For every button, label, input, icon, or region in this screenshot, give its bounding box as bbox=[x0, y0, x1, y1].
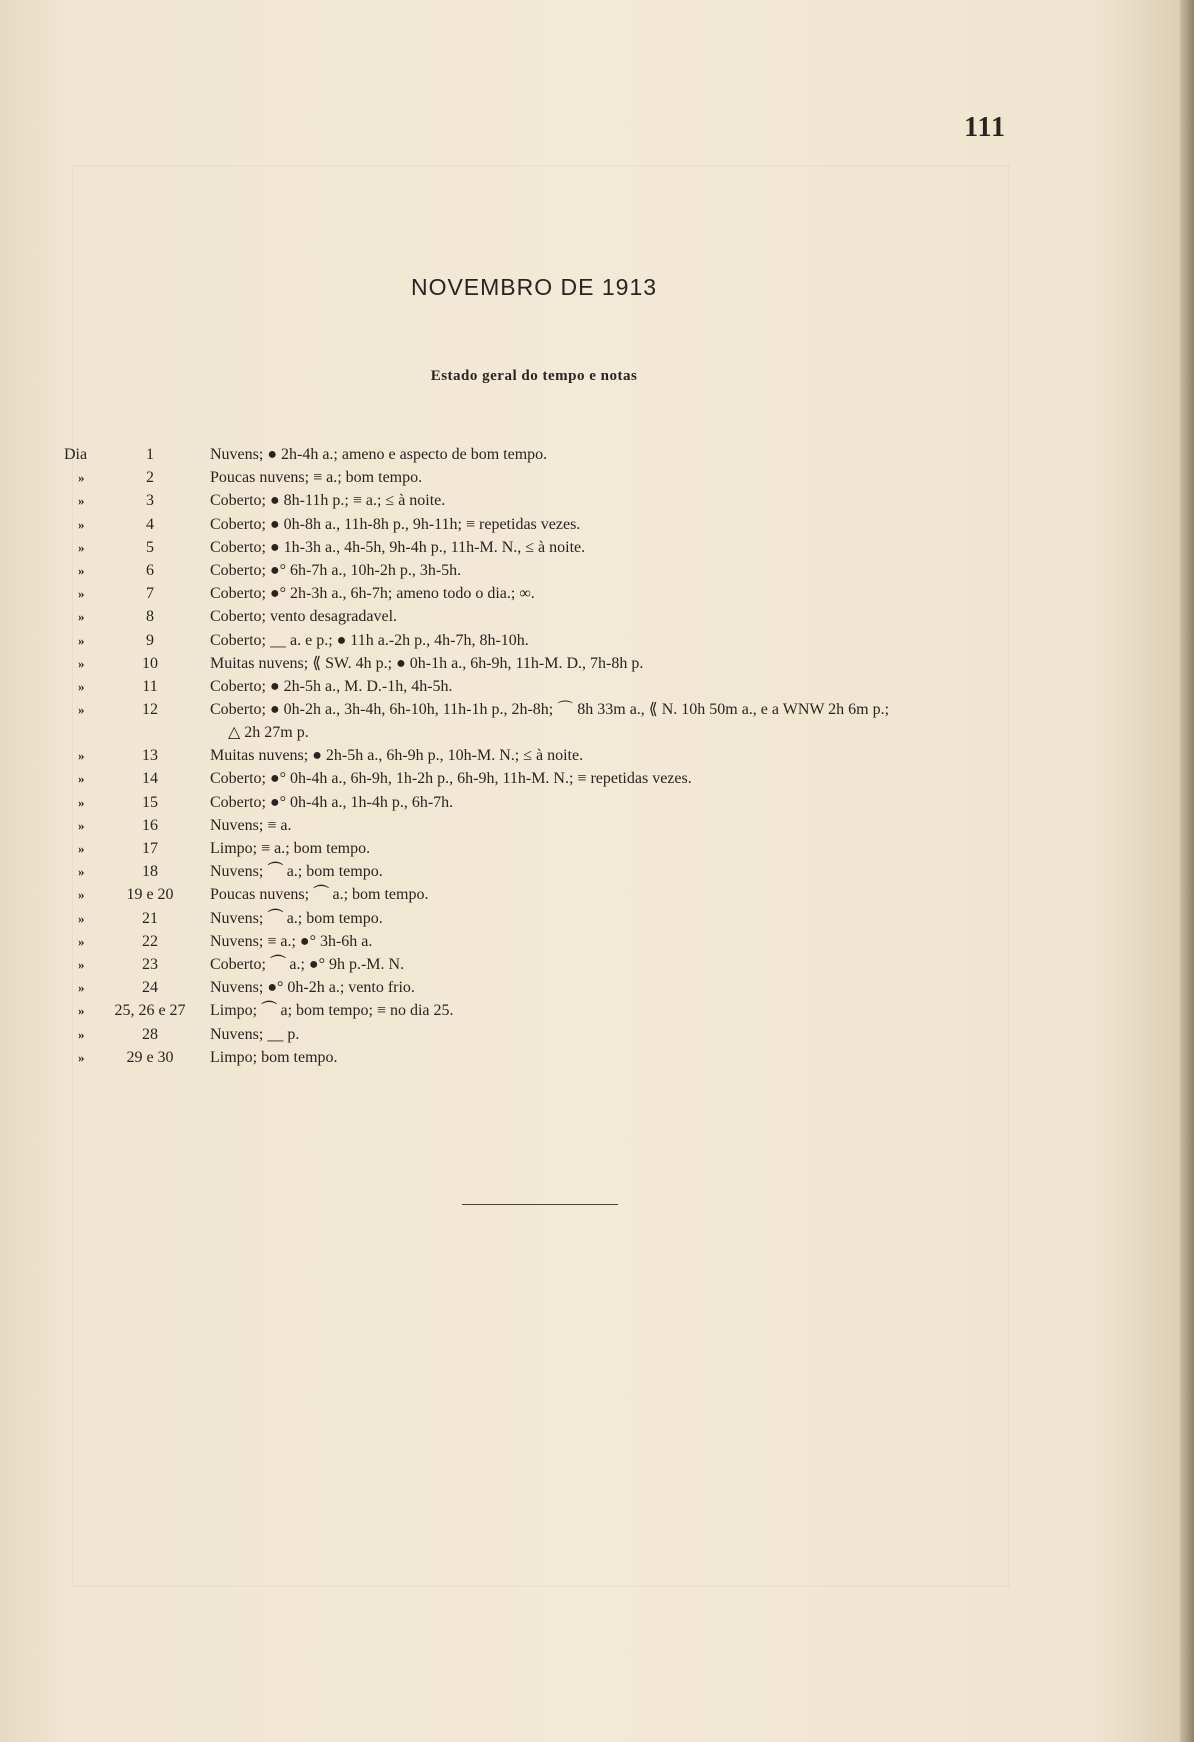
day-number: 18 bbox=[142, 863, 158, 881]
weather-note: Coberto; vento desagradavel. bbox=[210, 608, 398, 626]
weather-note: Coberto; ●° 0h-4h a., 6h-9h, 1h-2h p., 6h-9h, 11h-M. N.; ≡ repetidas vezes. bbox=[210, 770, 692, 788]
weather-note: Coberto; ● 0h-2h a., 3h-4h, 6h-10h, 11h-1h p., 2h-8h; ⌒ 8h 33m a., ⟪ N. 10h 50m a., e a WNW 2h 6m p.; bbox=[210, 701, 890, 719]
weather-note: Coberto; ● 8h-11h p.; ≡ a.; ≤ à noite. bbox=[210, 492, 446, 510]
weather-note: Coberto; ● 2h-5h a., M. D.-1h, 4h-5h. bbox=[210, 677, 453, 695]
day-number: 29 e 30 bbox=[126, 1048, 174, 1066]
weather-note: Coberto; ● 1h-3h a., 4h-5h, 9h-4h p., 11h-M. N., ≤ à noite. bbox=[210, 538, 586, 556]
ditto-mark: » bbox=[78, 539, 85, 555]
ditto-mark: » bbox=[78, 794, 85, 810]
weather-note: Nuvens; ⸏ p. bbox=[210, 1025, 300, 1043]
page-title: NOVEMBRO DE 1913 bbox=[410, 274, 658, 300]
weather-note: Limpo; bom tempo. bbox=[210, 1048, 338, 1066]
ditto-mark: » bbox=[78, 470, 85, 486]
ditto-mark: » bbox=[78, 864, 85, 880]
ditto-mark: » bbox=[78, 933, 85, 949]
day-number: 13 bbox=[142, 747, 158, 765]
ditto-mark: » bbox=[78, 887, 85, 903]
list-item bbox=[0, 860, 1068, 883]
weather-note: Coberto; ●° 2h-3h a., 6h-7h; ameno todo o dia.; ∞. bbox=[210, 585, 535, 603]
day-number: 17 bbox=[142, 840, 158, 857]
list-item bbox=[0, 629, 1068, 652]
ditto-mark: » bbox=[78, 817, 85, 833]
ditto-mark: » bbox=[78, 493, 85, 509]
ditto-mark: » bbox=[78, 655, 85, 671]
weather-note: Coberto; ⏜ a.; ●° 9h p.-M. N. bbox=[210, 955, 405, 973]
ditto-mark: » bbox=[78, 1049, 85, 1065]
ditto-mark: » bbox=[78, 678, 85, 694]
list-item bbox=[0, 605, 1068, 628]
ditto-mark: » bbox=[78, 956, 85, 972]
list-item bbox=[0, 883, 1068, 906]
day-number: 14 bbox=[142, 770, 158, 788]
list-item bbox=[0, 513, 1068, 536]
day-number: 4 bbox=[146, 515, 154, 533]
list-item-continuation bbox=[0, 721, 1068, 744]
day-number: 19 e 20 bbox=[126, 886, 174, 904]
weather-note: Nuvens; ≡ a.; ●° 3h-6h a. bbox=[210, 932, 373, 950]
list-item bbox=[0, 837, 1068, 860]
day-number: 21 bbox=[142, 909, 158, 927]
weather-note: Nuvens; ● 2h-4h a.; ameno e aspecto de bom tempo. bbox=[210, 446, 548, 463]
ditto-mark: » bbox=[78, 748, 85, 764]
list-item bbox=[0, 675, 1068, 698]
section-subtitle: Estado geral do tempo e notas bbox=[430, 368, 638, 384]
page-number: 111 bbox=[964, 112, 1006, 143]
day-number: 1 bbox=[146, 446, 154, 463]
list-item bbox=[0, 536, 1068, 559]
ditto-mark: » bbox=[78, 910, 85, 926]
day-number: 25, 26 e 27 bbox=[114, 1002, 186, 1020]
list-item bbox=[0, 1023, 1068, 1046]
day-number: 3 bbox=[146, 492, 154, 510]
list-item bbox=[0, 489, 1068, 512]
list-item bbox=[0, 559, 1068, 582]
day-number: 15 bbox=[142, 793, 158, 811]
ditto-mark: » bbox=[78, 841, 85, 856]
day-number: 24 bbox=[142, 979, 158, 997]
weather-note: Nuvens; ●° 0h-2h a.; vento frio. bbox=[210, 979, 415, 997]
ditto-mark: » bbox=[78, 516, 85, 532]
day-number: 6 bbox=[146, 561, 154, 579]
page-edge bbox=[1180, 0, 1194, 1742]
day-number: 9 bbox=[146, 631, 154, 649]
weather-note: Coberto; ● 0h-8h a., 11h-8h p., 9h-11h; ≡ repetidas vezes. bbox=[210, 515, 581, 533]
list-item bbox=[0, 791, 1068, 814]
weather-note: Muitas nuvens; ⟪ SW. 4h p.; ● 0h-1h a., 6h-9h, 11h-M. D., 7h-8h p. bbox=[210, 654, 644, 672]
weather-note: Poucas nuvens; ⏜ a.; bom tempo. bbox=[210, 886, 429, 904]
list-item bbox=[0, 744, 1068, 767]
ditto-mark: » bbox=[78, 702, 85, 718]
day-number: 2 bbox=[146, 469, 154, 487]
day-number: 10 bbox=[142, 654, 158, 672]
ditto-mark: » bbox=[78, 1026, 85, 1042]
day-label: Dia bbox=[64, 446, 88, 463]
ditto-mark: » bbox=[78, 609, 85, 625]
list-item bbox=[0, 953, 1068, 976]
weather-note: Nuvens; ≡ a. bbox=[210, 816, 292, 834]
ditto-mark: » bbox=[78, 586, 85, 602]
list-item bbox=[0, 466, 1068, 489]
weather-note: Coberto; ●° 0h-4h a., 1h-4h p., 6h-7h. bbox=[210, 793, 454, 811]
day-number: 7 bbox=[146, 585, 154, 603]
list-item bbox=[0, 698, 1068, 721]
day-number: 16 bbox=[142, 816, 158, 834]
list-item bbox=[0, 652, 1068, 675]
list-item bbox=[0, 907, 1068, 930]
weather-note: Limpo; ≡ a.; bom tempo. bbox=[210, 840, 371, 857]
end-rule bbox=[462, 1204, 618, 1205]
weather-note: Nuvens; ⏜ a.; bom tempo. bbox=[210, 909, 383, 927]
weather-note: Muitas nuvens; ● 2h-5h a., 6h-9h p., 10h-M. N.; ≤ à noite. bbox=[210, 747, 584, 765]
ditto-mark: » bbox=[78, 562, 85, 578]
day-number: 11 bbox=[142, 677, 158, 695]
list-item bbox=[0, 976, 1068, 999]
weather-note: △ 2h 27m p. bbox=[228, 724, 309, 742]
weather-note: Poucas nuvens; ≡ a.; bom tempo. bbox=[210, 469, 423, 487]
ditto-mark: » bbox=[78, 632, 85, 648]
weather-note: Limpo; ⏜ a; bom tempo; ≡ no dia 25. bbox=[210, 1002, 454, 1020]
ditto-mark: » bbox=[78, 771, 85, 787]
list-item bbox=[0, 767, 1068, 790]
day-number: 12 bbox=[142, 701, 158, 719]
list-item bbox=[0, 443, 1068, 466]
day-number: 8 bbox=[146, 608, 154, 626]
ditto-mark: » bbox=[78, 980, 85, 996]
list-item bbox=[0, 999, 1068, 1022]
list-item bbox=[0, 814, 1068, 837]
weather-note: Coberto; ●° 6h-7h a., 10h-2h p., 3h-5h. bbox=[210, 561, 462, 579]
day-number: 28 bbox=[142, 1025, 158, 1043]
day-number: 5 bbox=[146, 538, 154, 556]
day-number: 23 bbox=[142, 955, 158, 973]
weather-note: Nuvens; ⏜ a.; bom tempo. bbox=[210, 863, 383, 881]
list-item bbox=[0, 930, 1068, 953]
ditto-mark: » bbox=[78, 1003, 85, 1019]
list-item bbox=[0, 582, 1068, 605]
weather-notes-list bbox=[0, 443, 1068, 1069]
weather-note: Coberto; ⸏ a. e p.; ● 11h a.-2h p., 4h-7h, 8h-10h. bbox=[210, 631, 529, 649]
list-item bbox=[0, 1046, 1068, 1069]
day-number: 22 bbox=[142, 932, 158, 950]
